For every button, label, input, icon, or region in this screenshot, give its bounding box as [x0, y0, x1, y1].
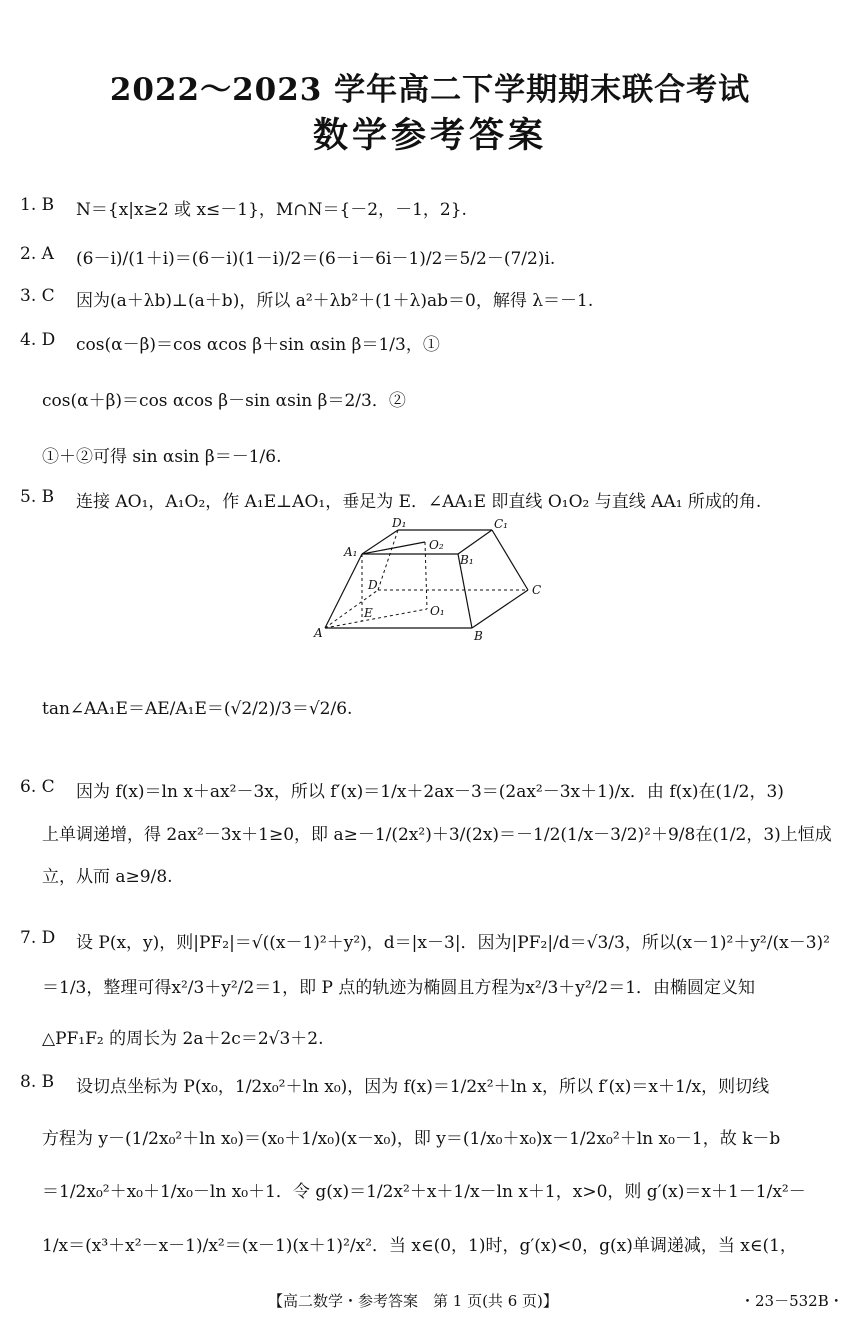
label-D: D — [368, 578, 378, 592]
answer-text: 立，从而 a≥9/8. — [42, 867, 173, 887]
answer-number: 5. B — [20, 487, 55, 507]
label-B: B — [474, 629, 483, 643]
label-A1: A₁ — [344, 545, 358, 559]
answer-text: cos(α－β)＝cos αcos β＋sin αsin β＝1/3，① — [76, 335, 440, 355]
edge-DD1 — [378, 530, 398, 590]
label-D1: D₁ — [392, 516, 407, 530]
answer-text: 设 P(x，y)，则|PF₂|＝√((x－1)²＋y²)，d＝|x－3|．因为|PF₂|/d＝√3/3，所以(x－1)²＋y²/(x－3)² — [76, 933, 830, 953]
segment-O1O2 — [425, 542, 427, 609]
edge-B1C1 — [458, 530, 492, 554]
answer-text: △PF₁F₂ 的周长为 2a＋2c＝2√3＋2. — [42, 1029, 324, 1049]
answer-number: 4. D — [20, 330, 56, 350]
answer-text: 连接 AO₁，A₁O₂，作 A₁E⊥AO₁，垂足为 E．∠AA₁E 即直线 O₁O₂ 与直线 AA₁ 所成的角. — [76, 492, 762, 512]
document-subtitle: 数学参考答案 — [312, 115, 547, 156]
label-E: E — [364, 606, 373, 620]
answer-text: (6－i)/(1＋i)＝(6－i)(1－i)/2＝(6－i－6i－1)/2＝5/2－(7/2)i. — [76, 249, 556, 269]
label-O2: O₂ — [429, 538, 444, 552]
answer-text: 因为 f(x)＝ln x＋ax²－3x，所以 f′(x)＝1/x＋2ax－3＝(2ax²－3x＋1)/x．由 f(x)在(1/2，3) — [76, 782, 784, 802]
answer-text: 方程为 y－(1/2x₀²＋ln x₀)＝(x₀＋1/x₀)(x－x₀)，即 y＝(1/x₀＋x₀)x－1/2x₀²＋ln x₀－1，故 k－b — [42, 1129, 781, 1149]
answer-text: 因为(a＋λb)⊥(a＋b)，所以 a²＋λb²＋(1＋λ)ab＝0，解得 λ＝－1. — [76, 291, 594, 311]
label-C: C — [532, 583, 542, 597]
answer-number: 7. D — [20, 928, 56, 948]
footer-code: ・23－532B・ — [740, 1292, 844, 1310]
answer-text: ①＋②可得 sin αsin β＝－1/6. — [42, 447, 282, 467]
answer-text: 上单调递增，得 2ax²－3x＋1≥0，即 a≥－1/(2x²)＋3/(2x)＝－1/2(1/x－3/2)²＋9/8在(1/2，3)上恒成 — [42, 825, 832, 845]
answer-number: 1. B — [20, 195, 55, 215]
answer-text: 1/x＝(x³＋x²－x－1)/x²＝(x－1)(x＋1)²/x²．当 x∈(0，1)时，g′(x)<0，g(x)单调递减，当 x∈(1， — [42, 1236, 797, 1256]
answer-text: 设切点坐标为 P(x₀，1/2x₀²＋ln x₀)，因为 f(x)＝1/2x²＋ln x，所以 f′(x)＝x＋1/x，则切线 — [76, 1077, 770, 1097]
answer-text: ＝1/2x₀²＋x₀＋1/x₀－ln x₀＋1．令 g(x)＝1/2x²＋x＋1/x－ln x＋1，x>0，则 g′(x)＝x＋1－1/x²－ — [42, 1182, 806, 1202]
answer-text: N＝{x|x≥2 或 x≤－1}，M∩N＝{－2，－1，2}. — [76, 200, 467, 220]
segment-AO1 — [325, 609, 427, 628]
frustum-figure — [300, 516, 560, 646]
edge-AA1 — [325, 554, 362, 628]
label-B1: B₁ — [460, 553, 474, 567]
answer-number: 8. B — [20, 1072, 55, 1092]
footer-page-info: 【高二数学・参考答案 第 1 页(共 6 页)】 — [268, 1292, 558, 1310]
answer-number: 3. C — [20, 286, 55, 306]
edge-CC1 — [492, 530, 528, 590]
exam-title: 2022～2023 学年高二下学期期末联合考试 — [109, 72, 751, 108]
answer-text: tan∠AA₁E＝AE/A₁E＝(√2/2)/3＝√2/6. — [42, 699, 353, 719]
label-O1: O₁ — [430, 604, 445, 618]
answer-number: 2. A — [20, 244, 54, 264]
label-C1: C₁ — [494, 517, 508, 531]
answer-text: ＝1/3，整理可得x²/3＋y²/2＝1，即 P 点的轨迹为椭圆且方程为x²/3＋y²/2＝1．由椭圆定义知 — [42, 978, 756, 998]
answer-text: cos(α＋β)＝cos αcos β－sin αsin β＝2/3．② — [42, 391, 406, 411]
edge-BC — [472, 590, 528, 628]
label-A: A — [314, 626, 323, 640]
answer-number: 6. C — [20, 777, 55, 797]
